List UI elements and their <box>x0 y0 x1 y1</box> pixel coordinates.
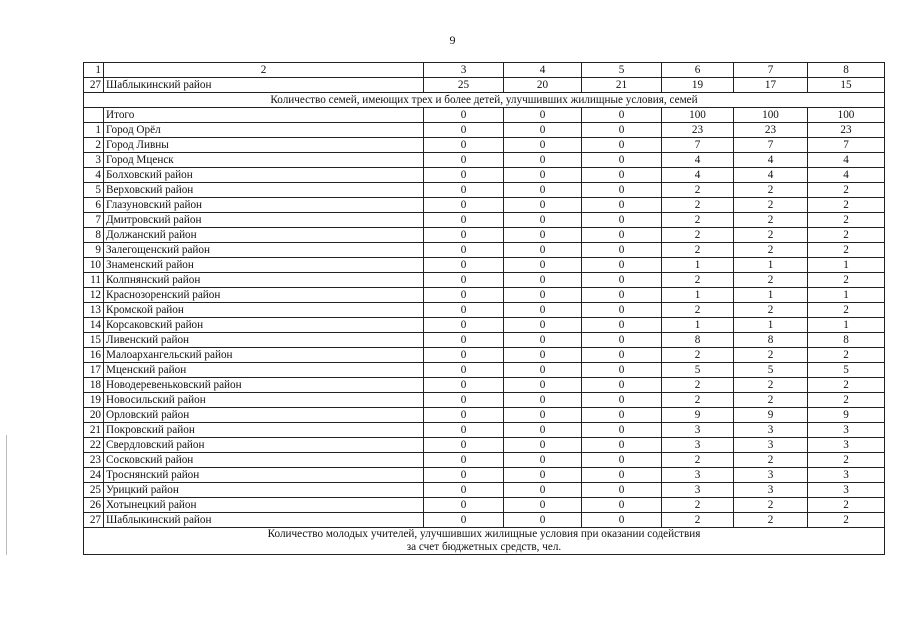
value-cell: 2 <box>734 243 808 258</box>
value-cell: 0 <box>582 138 662 153</box>
value-cell: 0 <box>582 258 662 273</box>
value-cell: 0 <box>504 168 582 183</box>
value-cell: 0 <box>504 408 582 423</box>
value-cell: 2 <box>734 273 808 288</box>
table-row <box>84 243 885 258</box>
value-cell: 0 <box>504 138 582 153</box>
value-cell: 3 <box>808 438 885 453</box>
row-number: 4 <box>84 168 104 183</box>
value-cell: 2 <box>734 453 808 468</box>
row-number: 5 <box>84 183 104 198</box>
value-cell: 0 <box>504 273 582 288</box>
value-cell: 0 <box>504 348 582 363</box>
value-cell: 0 <box>504 483 582 498</box>
row-number: 21 <box>84 423 104 438</box>
value-cell: 2 <box>808 303 885 318</box>
table-row <box>84 378 885 393</box>
row-number: 17 <box>84 363 104 378</box>
value-cell: 3 <box>662 438 734 453</box>
value-cell: 2 <box>808 378 885 393</box>
column-number-cell: 2 <box>104 63 424 78</box>
value-cell: 2 <box>662 183 734 198</box>
value-cell: 9 <box>734 408 808 423</box>
value-cell: 0 <box>582 288 662 303</box>
table-row <box>84 78 885 93</box>
table-row <box>84 483 885 498</box>
value-cell: 0 <box>424 363 504 378</box>
value-cell: 0 <box>504 393 582 408</box>
value-cell: 2 <box>734 498 808 513</box>
value-cell: 0 <box>504 228 582 243</box>
table-row <box>84 363 885 378</box>
value-cell: 100 <box>734 108 808 123</box>
value-cell: 0 <box>424 513 504 528</box>
value-cell: 5 <box>734 363 808 378</box>
value-cell: 0 <box>504 423 582 438</box>
value-cell: 2 <box>734 213 808 228</box>
value-cell: 0 <box>504 153 582 168</box>
table-row <box>84 318 885 333</box>
row-number: 10 <box>84 258 104 273</box>
total-row <box>84 108 885 123</box>
table-row <box>84 303 885 318</box>
data-table <box>83 62 885 555</box>
district-name: Должанский район <box>104 228 424 243</box>
value-cell: 2 <box>808 453 885 468</box>
district-name: Город Ливны <box>104 138 424 153</box>
value-cell: 0 <box>424 378 504 393</box>
value-cell: 0 <box>582 198 662 213</box>
table-row <box>84 153 885 168</box>
value-cell: 2 <box>662 198 734 213</box>
value-cell: 0 <box>424 393 504 408</box>
value-cell: 4 <box>808 168 885 183</box>
value-cell: 3 <box>734 423 808 438</box>
value-cell: 15 <box>808 78 885 93</box>
district-name: Город Орёл <box>104 123 424 138</box>
value-cell: 2 <box>734 198 808 213</box>
value-cell: 3 <box>734 438 808 453</box>
value-cell: 2 <box>808 513 885 528</box>
district-name: Ливенский район <box>104 333 424 348</box>
value-cell: 2 <box>662 498 734 513</box>
value-cell: 2 <box>662 348 734 363</box>
value-cell: 100 <box>808 108 885 123</box>
value-cell: 0 <box>424 258 504 273</box>
value-cell: 1 <box>808 258 885 273</box>
value-cell: 0 <box>424 348 504 363</box>
value-cell: 2 <box>808 348 885 363</box>
table-row <box>84 123 885 138</box>
value-cell: 0 <box>504 333 582 348</box>
value-cell: 0 <box>424 138 504 153</box>
district-name: Корсаковский район <box>104 318 424 333</box>
value-cell: 0 <box>582 273 662 288</box>
row-number: 2 <box>84 138 104 153</box>
district-name: Свердловский район <box>104 438 424 453</box>
column-number-cell: 7 <box>734 63 808 78</box>
scan-margin-line <box>6 435 7 555</box>
table-row <box>84 333 885 348</box>
value-cell: 3 <box>734 468 808 483</box>
value-cell: 0 <box>582 453 662 468</box>
table-row <box>84 438 885 453</box>
value-cell: 4 <box>808 153 885 168</box>
value-cell: 0 <box>424 408 504 423</box>
value-cell: 0 <box>582 228 662 243</box>
value-cell: 0 <box>504 318 582 333</box>
value-cell: 0 <box>582 438 662 453</box>
value-cell: 0 <box>424 183 504 198</box>
row-number: 14 <box>84 318 104 333</box>
value-cell: 0 <box>504 183 582 198</box>
value-cell: 0 <box>504 123 582 138</box>
value-cell: 0 <box>424 213 504 228</box>
section-title-line: Количество молодых учителей, улучшивших жилищные условия при оказании содействия <box>267 528 701 540</box>
value-cell: 3 <box>808 423 885 438</box>
value-cell: 0 <box>582 333 662 348</box>
value-cell: 0 <box>424 123 504 138</box>
value-cell: 2 <box>734 513 808 528</box>
value-cell: 0 <box>504 438 582 453</box>
value-cell: 23 <box>662 123 734 138</box>
value-cell: 3 <box>662 423 734 438</box>
value-cell: 0 <box>582 303 662 318</box>
value-cell: 4 <box>662 168 734 183</box>
row-number: 18 <box>84 378 104 393</box>
value-cell: 25 <box>424 78 504 93</box>
district-name: Орловский район <box>104 408 424 423</box>
district-name: Кромской район <box>104 303 424 318</box>
value-cell: 2 <box>662 243 734 258</box>
district-name: Глазуновский район <box>104 198 424 213</box>
value-cell: 23 <box>808 123 885 138</box>
row-number: 3 <box>84 153 104 168</box>
table-row <box>84 408 885 423</box>
value-cell: 4 <box>662 153 734 168</box>
value-cell: 0 <box>504 243 582 258</box>
table-row <box>84 468 885 483</box>
page-number: 9 <box>449 33 456 47</box>
value-cell: 2 <box>808 198 885 213</box>
value-cell: 0 <box>582 183 662 198</box>
value-cell: 3 <box>734 483 808 498</box>
value-cell: 0 <box>582 213 662 228</box>
value-cell: 2 <box>734 348 808 363</box>
value-cell: 2 <box>662 213 734 228</box>
value-cell: 20 <box>504 78 582 93</box>
row-number: 23 <box>84 453 104 468</box>
district-name: Новосильский район <box>104 393 424 408</box>
value-cell: 0 <box>582 153 662 168</box>
value-cell: 8 <box>662 333 734 348</box>
value-cell: 0 <box>504 378 582 393</box>
column-number-cell: 5 <box>582 63 662 78</box>
value-cell: 0 <box>424 273 504 288</box>
value-cell: 0 <box>582 498 662 513</box>
value-cell: 2 <box>808 183 885 198</box>
district-name: Шаблыкинский район <box>104 78 424 93</box>
table-row <box>84 198 885 213</box>
section-title: Количество семей, имеющих трех и более детей, улучшивших жилищные условия, семей <box>84 93 885 108</box>
value-cell: 0 <box>582 168 662 183</box>
value-cell: 0 <box>504 198 582 213</box>
value-cell: 1 <box>662 288 734 303</box>
district-name: Колпнянский район <box>104 273 424 288</box>
value-cell: 100 <box>662 108 734 123</box>
row-number: 27 <box>84 78 104 93</box>
value-cell: 0 <box>504 513 582 528</box>
table-body <box>84 63 885 555</box>
district-name: Урицкий район <box>104 483 424 498</box>
value-cell: 2 <box>734 378 808 393</box>
value-cell: 23 <box>734 123 808 138</box>
value-cell: 0 <box>424 228 504 243</box>
total-label: Итого <box>104 108 424 123</box>
value-cell: 0 <box>424 198 504 213</box>
value-cell: 0 <box>424 318 504 333</box>
value-cell: 1 <box>662 258 734 273</box>
district-name: Шаблыкинский район <box>104 513 424 528</box>
column-number-cell: 6 <box>662 63 734 78</box>
value-cell: 7 <box>808 138 885 153</box>
table-row <box>84 228 885 243</box>
value-cell: 2 <box>808 498 885 513</box>
value-cell: 3 <box>808 483 885 498</box>
district-name: Покровский район <box>104 423 424 438</box>
value-cell: 0 <box>424 423 504 438</box>
value-cell: 2 <box>662 273 734 288</box>
value-cell: 5 <box>808 363 885 378</box>
value-cell: 2 <box>734 393 808 408</box>
value-cell: 2 <box>808 393 885 408</box>
table-row <box>84 213 885 228</box>
table-row <box>84 498 885 513</box>
value-cell: 0 <box>424 168 504 183</box>
value-cell: 0 <box>504 288 582 303</box>
value-cell: 2 <box>662 393 734 408</box>
district-name: Болховский район <box>104 168 424 183</box>
value-cell: 1 <box>808 318 885 333</box>
value-cell: 0 <box>424 303 504 318</box>
district-name: Троснянский район <box>104 468 424 483</box>
district-name: Хотынецкий район <box>104 498 424 513</box>
value-cell: 2 <box>662 513 734 528</box>
row-number: 26 <box>84 498 104 513</box>
value-cell: 0 <box>504 498 582 513</box>
value-cell: 2 <box>734 228 808 243</box>
district-name: Знаменский район <box>104 258 424 273</box>
value-cell: 0 <box>504 213 582 228</box>
row-number: 25 <box>84 483 104 498</box>
row-number <box>84 108 104 123</box>
section-title-row <box>84 93 885 108</box>
row-number: 24 <box>84 468 104 483</box>
district-name: Залегощенский район <box>104 243 424 258</box>
value-cell: 0 <box>504 453 582 468</box>
district-name: Верховский район <box>104 183 424 198</box>
value-cell: 1 <box>734 318 808 333</box>
table-row <box>84 453 885 468</box>
district-name: Мценский район <box>104 363 424 378</box>
value-cell: 3 <box>808 468 885 483</box>
row-number: 16 <box>84 348 104 363</box>
table-row <box>84 273 885 288</box>
row-number: 12 <box>84 288 104 303</box>
value-cell: 0 <box>582 363 662 378</box>
table-row <box>84 183 885 198</box>
table-row <box>84 138 885 153</box>
value-cell: 0 <box>582 348 662 363</box>
value-cell: 2 <box>662 303 734 318</box>
row-number: 1 <box>84 123 104 138</box>
district-name: Новодеревеньковский район <box>104 378 424 393</box>
value-cell: 0 <box>582 468 662 483</box>
value-cell: 8 <box>734 333 808 348</box>
district-name: Город Мценск <box>104 153 424 168</box>
section-title <box>84 528 885 555</box>
value-cell: 3 <box>662 468 734 483</box>
district-name: Краснозоренский район <box>104 288 424 303</box>
value-cell: 0 <box>582 408 662 423</box>
value-cell: 0 <box>582 513 662 528</box>
value-cell: 2 <box>808 273 885 288</box>
value-cell: 0 <box>424 438 504 453</box>
value-cell: 2 <box>808 243 885 258</box>
row-number: 7 <box>84 213 104 228</box>
column-number-cell: 1 <box>84 63 104 78</box>
value-cell: 0 <box>582 123 662 138</box>
value-cell: 0 <box>582 318 662 333</box>
value-cell: 0 <box>424 498 504 513</box>
district-name: Сосковский район <box>104 453 424 468</box>
value-cell: 2 <box>808 228 885 243</box>
value-cell: 3 <box>662 483 734 498</box>
section-title-row <box>84 528 885 555</box>
value-cell: 2 <box>662 228 734 243</box>
value-cell: 2 <box>662 378 734 393</box>
column-number-row <box>84 63 885 78</box>
table-row <box>84 258 885 273</box>
value-cell: 4 <box>734 153 808 168</box>
value-cell: 2 <box>734 183 808 198</box>
value-cell: 0 <box>582 423 662 438</box>
value-cell: 0 <box>582 483 662 498</box>
value-cell: 0 <box>424 453 504 468</box>
value-cell: 7 <box>734 138 808 153</box>
row-number: 6 <box>84 198 104 213</box>
value-cell: 1 <box>734 288 808 303</box>
value-cell: 9 <box>808 408 885 423</box>
value-cell: 5 <box>662 363 734 378</box>
value-cell: 19 <box>662 78 734 93</box>
value-cell: 0 <box>582 378 662 393</box>
row-number: 22 <box>84 438 104 453</box>
value-cell: 4 <box>734 168 808 183</box>
row-number: 13 <box>84 303 104 318</box>
table-row <box>84 393 885 408</box>
table-row <box>84 288 885 303</box>
column-number-cell: 4 <box>504 63 582 78</box>
row-number: 11 <box>84 273 104 288</box>
value-cell: 2 <box>662 453 734 468</box>
value-cell: 0 <box>504 468 582 483</box>
table-row <box>84 168 885 183</box>
table-row <box>84 423 885 438</box>
value-cell: 0 <box>582 108 662 123</box>
row-number: 19 <box>84 393 104 408</box>
value-cell: 1 <box>808 288 885 303</box>
value-cell: 1 <box>734 258 808 273</box>
row-number: 20 <box>84 408 104 423</box>
row-number: 27 <box>84 513 104 528</box>
value-cell: 0 <box>424 483 504 498</box>
row-number: 9 <box>84 243 104 258</box>
district-name: Дмитровский район <box>104 213 424 228</box>
value-cell: 21 <box>582 78 662 93</box>
value-cell: 0 <box>504 303 582 318</box>
row-number: 15 <box>84 333 104 348</box>
row-number: 8 <box>84 228 104 243</box>
value-cell: 8 <box>808 333 885 348</box>
value-cell: 0 <box>424 243 504 258</box>
value-cell: 0 <box>424 333 504 348</box>
value-cell: 0 <box>582 243 662 258</box>
district-name: Малоархангельский район <box>104 348 424 363</box>
value-cell: 9 <box>662 408 734 423</box>
table-row <box>84 513 885 528</box>
value-cell: 0 <box>504 258 582 273</box>
column-number-cell: 3 <box>424 63 504 78</box>
value-cell: 0 <box>582 393 662 408</box>
value-cell: 2 <box>734 303 808 318</box>
value-cell: 17 <box>734 78 808 93</box>
value-cell: 1 <box>662 318 734 333</box>
value-cell: 0 <box>504 363 582 378</box>
column-number-cell: 8 <box>808 63 885 78</box>
value-cell: 0 <box>424 468 504 483</box>
value-cell: 0 <box>424 153 504 168</box>
section-title-line: за счет бюджетных средств, чел. <box>406 541 562 553</box>
value-cell: 7 <box>662 138 734 153</box>
value-cell: 0 <box>424 108 504 123</box>
value-cell: 2 <box>808 213 885 228</box>
value-cell: 0 <box>504 108 582 123</box>
value-cell: 0 <box>424 288 504 303</box>
table-row <box>84 348 885 363</box>
